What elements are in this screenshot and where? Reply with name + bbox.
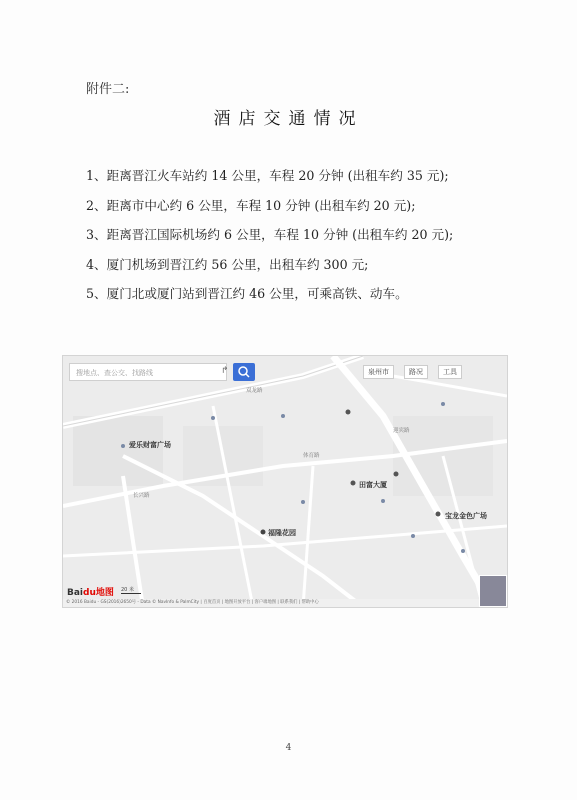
- list-item: 1、距离晋江火车站约 14 公里，车程 20 分钟 (出租车约 35 元);: [86, 168, 449, 183]
- logo-text: Bai: [67, 588, 84, 598]
- info-list: [86, 168, 516, 316]
- poi-label-hotel-1: 福隆花园: [268, 529, 296, 537]
- baidu-map-logo: [67, 585, 114, 598]
- page-number: 4: [285, 743, 292, 753]
- traffic-button[interactable]: 路况: [404, 365, 428, 379]
- map-thumbnail[interactable]: [479, 575, 507, 607]
- list-item: 2、距离市中心约 6 公里，车程 10 分钟 (出租车约 20 元);: [86, 197, 416, 213]
- page-title: 酒店交通情况: [213, 109, 364, 129]
- list-item: 3、距离晋江国际机场约 6 公里，车程 10 分钟 (出租车约 20 元);: [86, 227, 454, 242]
- map-search-input[interactable]: 搜地点、查公交、找路线: [69, 363, 227, 381]
- logo-du: du地图: [83, 588, 114, 598]
- map-toolbar: [363, 365, 462, 379]
- map-screenshot: [62, 355, 508, 608]
- poi-label-hotel-2: 田富大厦: [359, 481, 387, 489]
- poi-label-plaza: 爱乐财富广场: [129, 441, 171, 449]
- tools-button[interactable]: 工具: [438, 365, 462, 379]
- attachment-label: 附件二:: [86, 82, 130, 97]
- road-label-tiyu: 体育路: [303, 453, 320, 459]
- map-roads: [63, 356, 507, 607]
- map-footer: © 2016 Baidu - GS(2016)2650号 - Data © NavInfo & PalmCity | 百度首页 | 地图开放平台 | 客户端地图 | 联系我们 | 帮助中心: [63, 599, 508, 607]
- city-selector[interactable]: 泉州市: [363, 365, 394, 379]
- map-scale: 20 米: [121, 586, 141, 594]
- road-label-changxing: 长兴路: [133, 493, 150, 499]
- poi-label-hotel-3: 宝龙金色广场: [445, 512, 487, 520]
- search-icon: [233, 363, 255, 381]
- route-icon[interactable]: ↱: [221, 366, 229, 376]
- list-item: 5、厦门北或厦门站到晋江约 46 公里，可乘高铁、动车。: [86, 286, 408, 301]
- search-button[interactable]: [233, 363, 255, 381]
- road-label-yingbin: 迎宾路: [393, 428, 410, 434]
- list-item: 4、厦门机场到晋江约 56 公里，出租车约 300 元;: [86, 256, 369, 272]
- road-label-shuanglong: 双龙路: [246, 388, 263, 394]
